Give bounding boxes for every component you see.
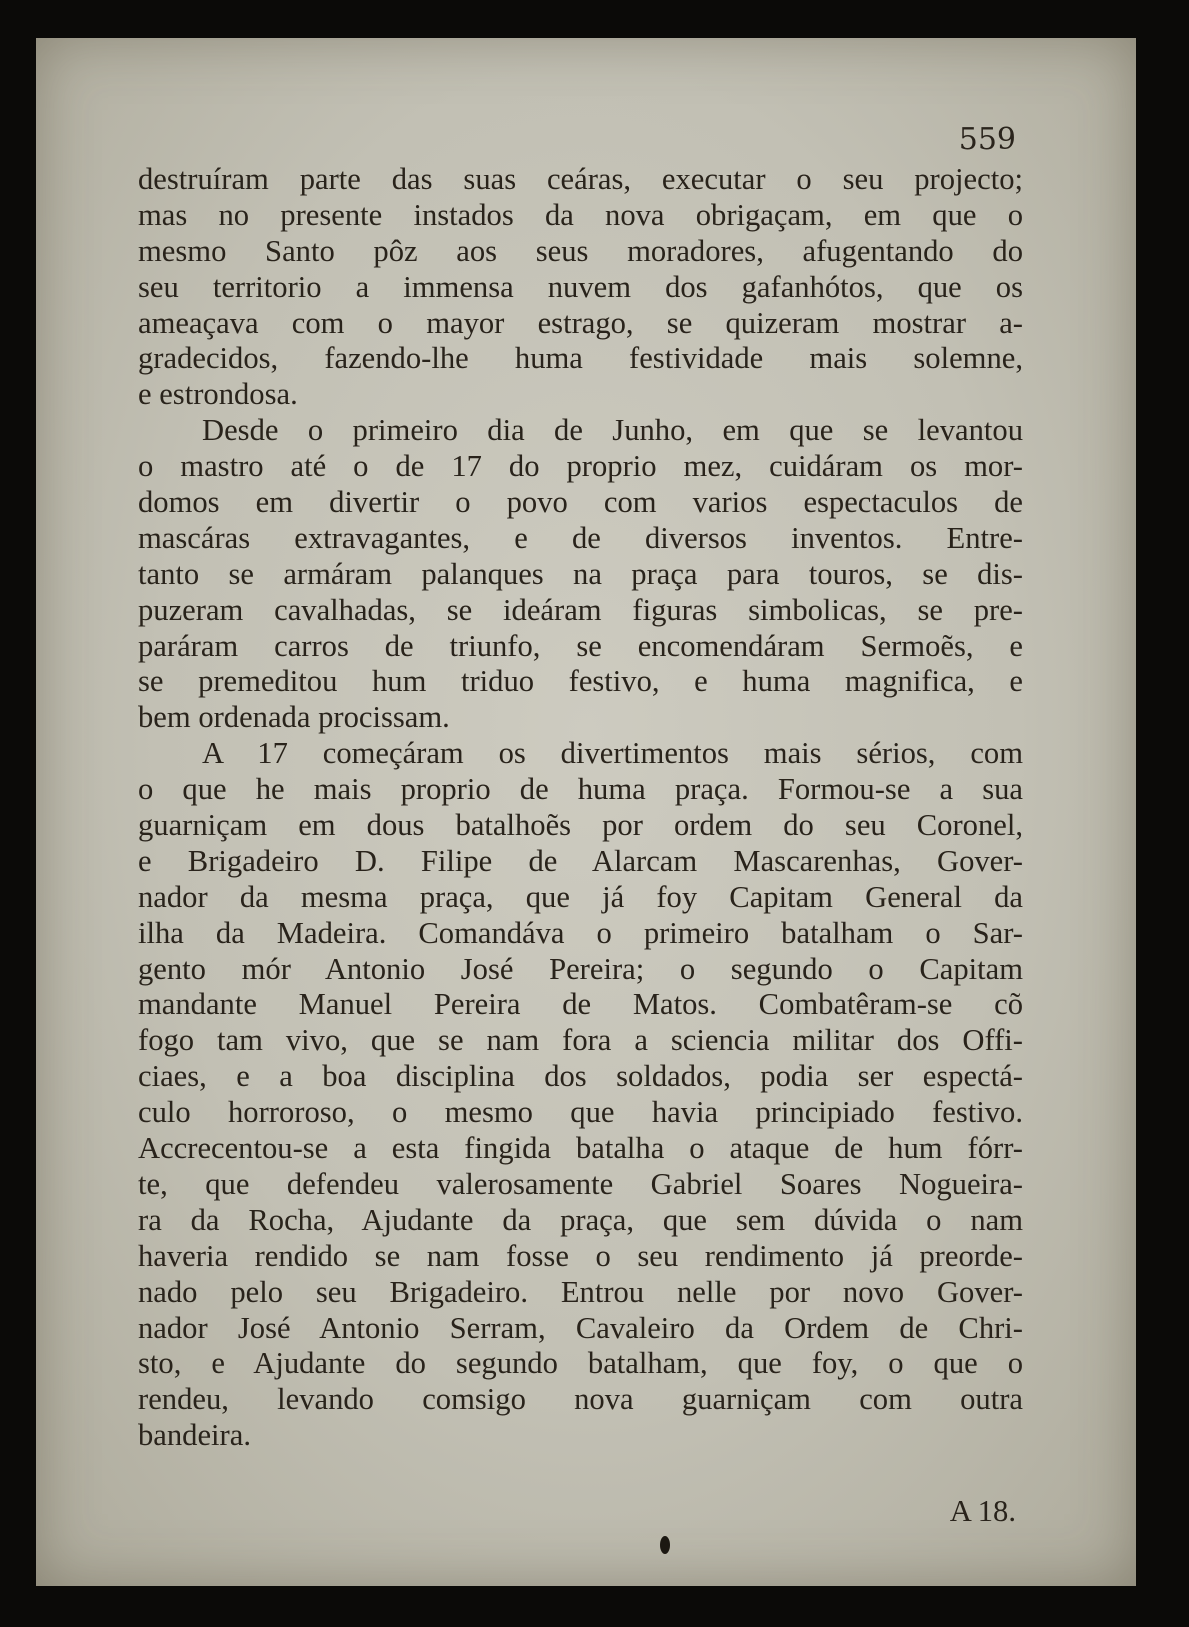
text-line: Desde o primeiro dia de Junho, em que se levantou [202,413,1023,448]
text-line: e estrondosa. [138,377,298,412]
text-line: ciaes, e a boa disciplina dos soldados, podia ser espectá- [138,1059,1023,1094]
text-line: gento mór Antonio José Pereira; o segundo o Capitam [138,951,1023,986]
text-line: domos em divertir o povo com varios espectaculos de [138,485,1023,520]
text-line: tanto se armáram palanques na praça para touros, se dis- [138,556,1023,591]
text-line: se premeditou hum triduo festivo, e huma magnifica, e [138,664,1023,699]
text-line: o mastro até o de 17 do proprio mez, cuidáram os mor- [138,449,1023,484]
text-line: mas no presente instados da nova obrigaçam, em que o [138,197,1023,232]
text-line: seu territorio a immensa nuvem dos gafanhótos, que os [138,269,1023,304]
text-line: rendeu, levando comsigo nova guarniçam com outra [138,1382,1023,1417]
text-line: gradecidos, fazendo-lhe huma festividade mais solemne, [138,341,1023,376]
text-line: puzeram cavalhadas, se ideáram figuras simbolicas, se pre- [138,592,1023,627]
text-line: Accrecentou-se a esta fingida batalha o ataque de hum fórr- [138,1131,1023,1166]
text-line: sto, e Ajudante do segundo batalham, que foy, o que o [138,1346,1023,1381]
body-text [138,162,1023,1454]
text-line: e Brigadeiro D. Filipe de Alarcam Mascarenhas, Gover- [138,843,1023,878]
text-line: o que he mais proprio de huma praça. Formou-se a sua [138,772,1023,807]
text-line: paráram carros de triunfo, se encomendáram Sermoẽs, e [138,628,1023,663]
text-line: culo horroroso, o mesmo que havia principiado festivo. [138,1095,1023,1130]
text-line: te, que defendeu valerosamente Gabriel Soares Nogueira- [138,1166,1023,1201]
text-line: guarniçam em dous batalhoẽs por ordem do seu Coronel, [138,808,1023,843]
text-line: haveria rendido se nam fosse o seu rendimento já preorde- [138,1238,1023,1273]
text-line: nador José Antonio Serram, Cavaleiro da Ordem de Chri- [138,1310,1023,1345]
text-line: nador da mesma praça, que já foy Capitam General da [138,879,1023,914]
text-line: mesmo Santo pôz aos seus moradores, afugentando do [138,233,1023,268]
text-line: mascáras extravagantes, e de diversos inventos. Entre- [138,520,1023,555]
text-line: mandante Manuel Pereira de Matos. Combatêram-se cõ [138,987,1023,1022]
text-line: bem ordenada procissam. [138,700,450,735]
book-page [36,38,1136,1586]
text-line: ameaçava com o mayor estrago, se quizeram mostrar a- [138,305,1023,340]
text-line: nado pelo seu Brigadeiro. Entrou nelle por novo Gover- [138,1274,1023,1309]
text-line: ra da Rocha, Ajudante da praça, que sem dúvida o nam [138,1202,1023,1237]
page-number: 559 [958,122,1016,157]
text-line: ilha da Madeira. Comandáva o primeiro batalham o Sar- [138,915,1023,950]
text-line: destruíram parte das suas ceáras, executar o seu projecto; [138,162,1023,196]
catchword: A 18. [949,1494,1016,1528]
ornament-mark [660,1536,670,1554]
text-line: bandeira. [138,1418,251,1453]
text-line: fogo tam vivo, que se nam fora a sciencia militar dos Offi- [138,1023,1023,1058]
text-line: A 17 começáram os divertimentos mais sérios, com [202,736,1023,771]
